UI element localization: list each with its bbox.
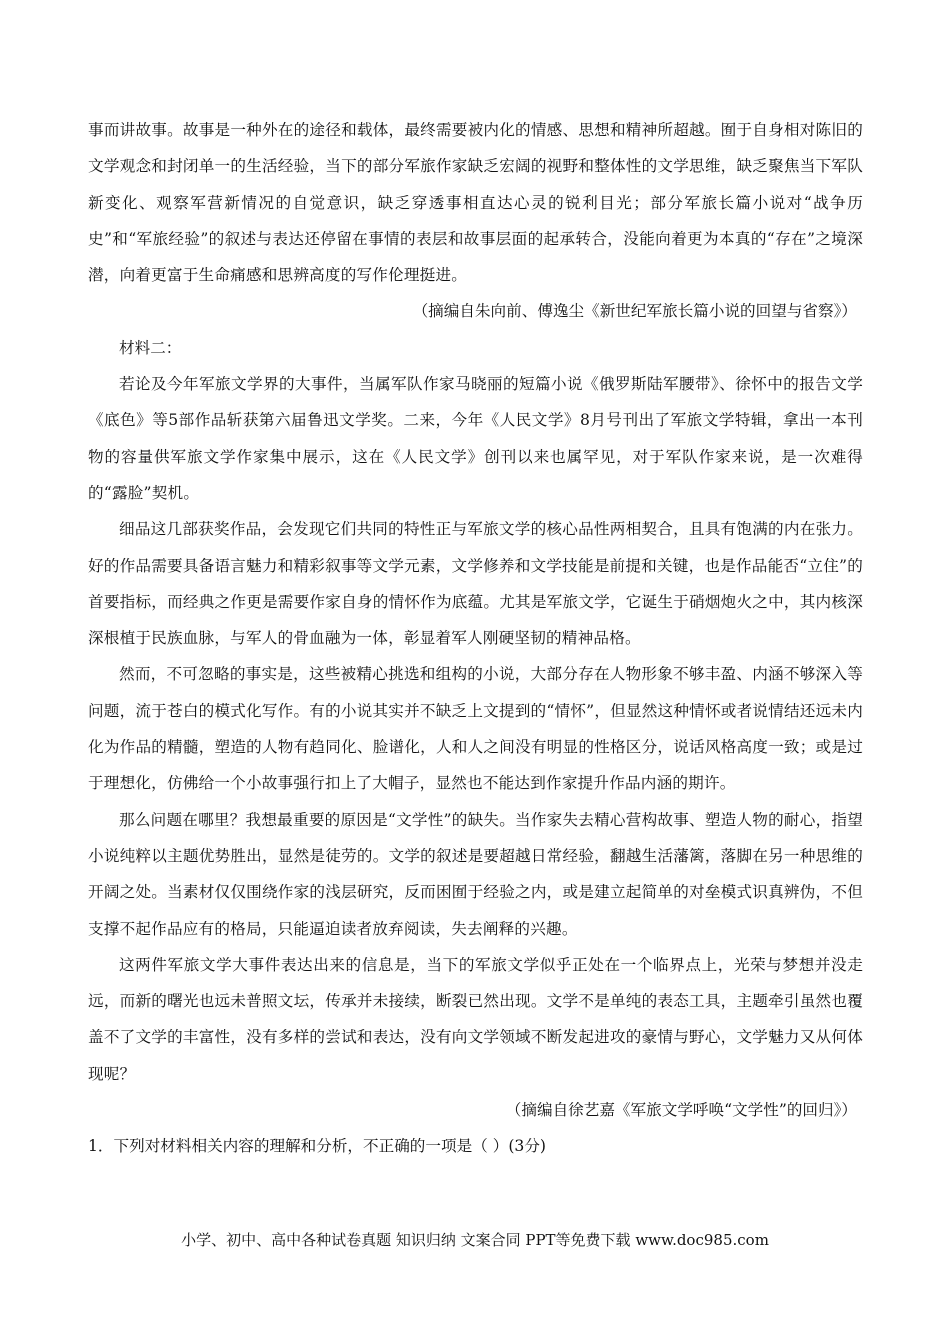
material-2-paragraph-4: 那么问题在哪里？我想最重要的原因是“文学性”的缺失。当作家失去精心营构故事、塑造人物的耐心，指望小说纯粹以主题优势胜出，显然是徒劳的。文学的叙述是要超越日常经验，翻越生活藩篱，落脚在另一种思维的开阔之处。当素材仅仅围绕作家的浅层研究，反而困囿于经验之内，或是建立起简单的对垒模式识真辨伪，不但支撑不起作品应有的格局，只能逼迫读者放弃阅读，失去阐释的兴趣。: [88, 810, 863, 938]
document-body: [88, 112, 863, 1165]
material-2-label: 材料二：: [119, 338, 182, 357]
material-2-paragraph-1: 若论及今年军旅文学界的大事件，当属军队作家马晓丽的短篇小说《俄罗斯陆军腰带》、徐怀中的报告文学《底色》等5部作品斩获第六届鲁迅文学奖。二来，今年《人民文学》8月号刊出了军旅文学特辑，拿出一本刊物的容量供军旅文学作家集中展示，这在《人民文学》创刊以来也属罕见，对于军队作家来说，是一次难得的“露脸”契机。: [88, 375, 863, 502]
material-2-paragraph-2: 细品这几部获奖作品，会发现它们共同的特性正与军旅文学的核心品性两相契合，且具有饱满的内在张力。好的作品需要具备语言魅力和精彩叙事等文学元素，文学修养和文学技能是前提和关键，也是作品能否“立住”的首要指标，而经典之作更是需要作家自身的情怀作为底蕴。尤其是军旅文学，它诞生于硝烟炮火之中，其内核深深根植于民族血脉，与军人的骨血融为一体，彰显着军人刚硬坚韧的精神品格。: [88, 520, 863, 648]
material-2-paragraph-5: 这两件军旅文学大事件表达出来的信息是，当下的军旅文学似乎正处在一个临界点上，光荣与梦想并没走远，而新的曙光也远未普照文坛，传承并未接续，断裂已然出现。文学不是单纯的表态工具，主题牵引虽然也覆盖不了文学的丰富性，没有多样的尝试和表达，没有向文学领域不断发起进攻的豪情与野心，文学魅力又从何体现呢？: [88, 955, 863, 1083]
source-citation-1: （摘编自朱向前、傅逸尘《新世纪军旅长篇小说的回望与省察》）: [412, 302, 857, 321]
material-2-paragraph-3: 然而，不可忽略的事实是，这些被精心挑选和组构的小说，大部分存在人物形象不够丰盈、内涵不够深入等问题，流于苍白的模式化写作。有的小说其实并不缺乏上文提到的“情怀”，但显然这种情怀或者说情结还远未内化为作品的精髓，塑造的人物有趋同化、脸谱化，人和人之间没有明显的性格区分，说话风格高度一致；或是过于理想化，仿佛给一个小故事强行扣上了大帽子，显然也不能达到作家提升作品内涵的期许。: [88, 665, 863, 793]
question-1: 1．下列对材料相关内容的理解和分析，不正确的一项是（ ）(3分): [88, 1137, 546, 1156]
page-footer: 小学、初中、高中各种试卷真题 知识归纳 文案合同 PPT等免费下载 www.doc985.com: [181, 1231, 769, 1249]
source-citation-2: （摘编自徐艺嘉《军旅文学呼唤“文学性”的回归》）: [505, 1101, 857, 1120]
paragraph-continued: 事而讲故事。故事是一种外在的途径和载体，最终需要被内化的情感、思想和精神所超越。囿于自身相对陈旧的文学观念和封闭单一的生活经验，当下的部分军旅作家缺乏宏阔的视野和整体性的文学思维，缺乏聚焦当下军队新变化、观察军营新情况的自觉意识，缺乏穿透事相直达心灵的锐利目光；部分军旅长篇小说对“战争历史”和“军旅经验”的叙述与表达还停留在事情的表层和故事层面的起承转合，没能向着更为本真的“存在”之境深潜，向着更富于生命痛感和思辨高度的写作伦理挺进。: [88, 121, 863, 285]
